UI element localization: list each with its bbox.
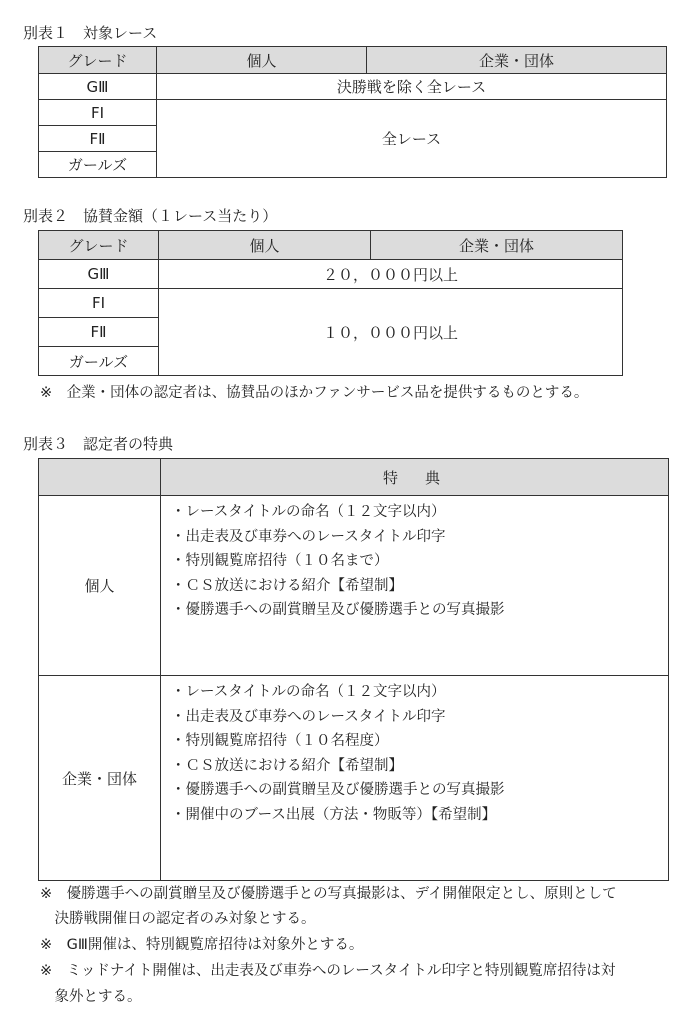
value-cell: 決勝戦を除く全レース	[157, 74, 667, 100]
grade-cell: ガールズ	[39, 152, 157, 178]
grade-cell: ガールズ	[39, 347, 159, 376]
sponsorship-amount-table	[38, 230, 623, 376]
benefits-table	[38, 458, 669, 881]
table3-heading: 別表３ 認定者の特典	[23, 435, 174, 453]
note-line: 決勝戦開催日の認定者のみ対象とする。	[40, 911, 316, 927]
amount-cell: １０，０００円以上	[159, 289, 623, 376]
list-item: ・優勝選手への副賞贈呈及び優勝選手との写真撮影	[171, 602, 505, 618]
table1-heading: 別表１ 対象レース	[23, 24, 158, 42]
header-blank	[39, 459, 161, 496]
header-grade: グレード	[39, 231, 159, 260]
list-item: ・優勝選手への副賞贈呈及び優勝選手との写真撮影	[171, 782, 505, 798]
list-item: ・ＣＳ放送における紹介【希望制】	[171, 757, 403, 774]
note-line: ※ 優勝選手への副賞贈呈及び優勝選手との写真撮影は、デイ開催限定とし、原則として	[40, 886, 617, 902]
benefit-list	[161, 496, 669, 676]
header-individual: 個人	[157, 47, 367, 74]
list-item: ・出走表及び車券へのレースタイトル印字	[171, 708, 446, 725]
header-corporate: 企業・団体	[367, 47, 667, 74]
list-item: ・開催中のブース出展（方法・物販等）【希望制】	[171, 806, 497, 823]
list-item: ・レースタイトルの命名（１２文字以内）	[171, 684, 446, 700]
table2-heading: 別表２ 協賛金額（１レース当たり）	[23, 207, 278, 225]
note-line: 象外とする。	[40, 989, 142, 1005]
table2-note: ※ 企業・団体の認定者は、協賛品のほかファンサービス品を提供するものとする。	[40, 385, 589, 401]
grade-cell: FⅡ	[39, 318, 159, 347]
note-line: ※ ミッドナイト開催は、出走表及び車券へのレースタイトル印字と特別観覧席招待は対	[40, 963, 616, 979]
grade-cell: FⅡ	[39, 126, 157, 152]
grade-cell: GⅢ	[39, 260, 159, 289]
header-corporate: 企業・団体	[371, 231, 623, 260]
list-item: ・レースタイトルの命名（１２文字以内）	[171, 504, 446, 520]
header-benefits: 特 典	[161, 459, 669, 496]
row-label: 個人	[39, 496, 161, 676]
list-item: ・ＣＳ放送における紹介【希望制】	[171, 577, 403, 594]
grade-cell: FⅠ	[39, 100, 157, 126]
note-line: ※ GⅢ開催は、特別観覧席招待は対象外とする。	[40, 937, 364, 953]
list-item: ・出走表及び車券へのレースタイトル印字	[171, 528, 446, 545]
grade-cell: GⅢ	[39, 74, 157, 100]
amount-cell: ２０，０００円以上	[159, 260, 623, 289]
row-label: 企業・団体	[39, 676, 161, 881]
list-item: ・特別観覧席招待（１０名程度）	[171, 733, 389, 749]
target-races-table	[38, 46, 667, 178]
list-item: ・特別観覧席招待（１０名まで）	[171, 553, 389, 569]
value-cell: 全レース	[157, 100, 667, 178]
grade-cell: FⅠ	[39, 289, 159, 318]
benefit-list	[161, 676, 669, 881]
header-grade: グレード	[39, 47, 157, 74]
header-individual: 個人	[159, 231, 371, 260]
